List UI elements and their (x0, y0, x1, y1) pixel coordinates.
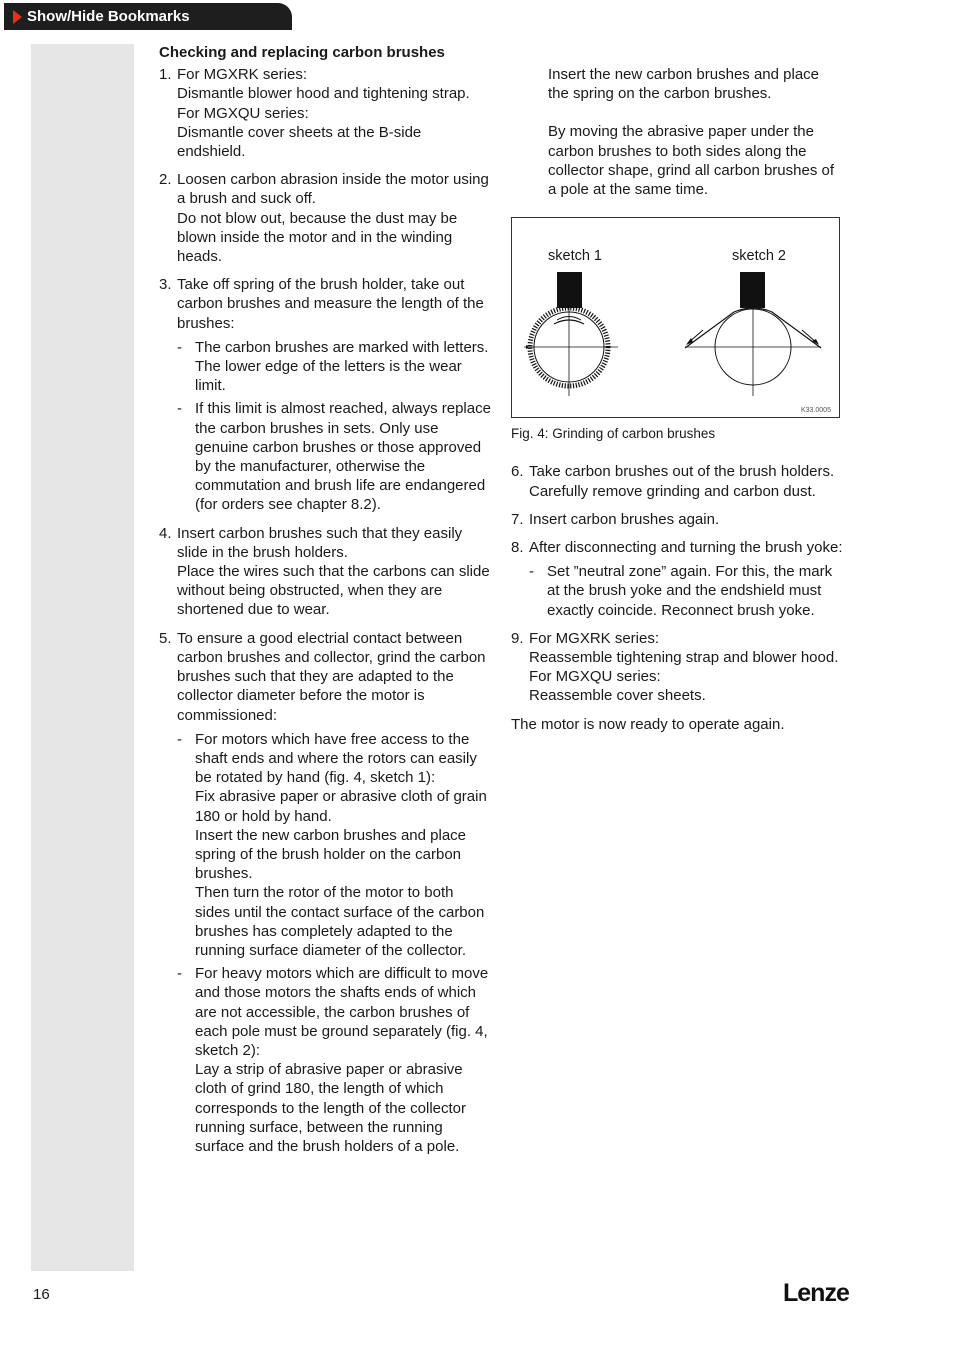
intro-paragraph: Insert the new carbon brushes and place the spring on the carbon brushes. (548, 66, 820, 103)
list-item-text: Take carbon brushes out of the brush holders. Carefully remove grinding and carbon dust. (529, 463, 835, 500)
list-item-text: Loosen carbon abrasion inside the motor using a brush and suck off. (177, 171, 489, 208)
sub-list-item-text: The carbon brushes are marked with letters. The lower edge of the letters is the wear limit. (195, 338, 489, 395)
list-item-number: 2. (159, 171, 172, 189)
list-item-text: Insert carbon brushes again. (529, 510, 720, 528)
list-item (511, 462, 843, 500)
sub-list-item-text: For motors which have free access to the shaft ends and where the rotors can easily be rotated by hand (fig. 4, sketch 1): (195, 730, 477, 787)
list-item-text: Place the wires such that the carbons can slide without being obstructed, when they are shortened due to wear. (177, 563, 490, 619)
bookmark-arrow-icon (13, 10, 22, 24)
list-item-text: For MGXQU series: (177, 104, 309, 122)
figure-grinding (511, 217, 840, 418)
list-item (511, 510, 843, 529)
sub-list-item-text: For heavy motors which are difficult to move and those motors the shafts ends of which are not accessible, the carbon brushes of each pole must be ground separately (fig. 4, sketch 2): (195, 965, 489, 1059)
intro-paragraph: By moving the abrasive paper under the carbon brushes to both sides along the collector shape, grind all carbon brushes of a pole at the same time. (548, 123, 834, 199)
list-item (511, 538, 843, 620)
list-item-number: 3. (159, 276, 172, 294)
sub-list-item-text: Insert the new carbon brushes and place spring of the brush holder on the carbon brushes. (195, 826, 467, 883)
list-item-text: To ensure a good electrial contact between carbon brushes and collector, grind the carbon brushes such that they are adapted to the collector diameter before the motor is commissioned: (177, 629, 486, 724)
list-item-number: 7. (511, 510, 524, 528)
closing-text: The motor is now ready to operate again. (511, 715, 785, 733)
list-item-text: For MGXRK series: (177, 66, 308, 84)
sketch1-label: sketch 1 (548, 248, 602, 265)
section-title: Checking and replacing carbon brushes (159, 44, 445, 61)
right-steps-list (511, 462, 843, 705)
dash-marker: - (177, 400, 182, 418)
list-item (159, 524, 491, 620)
list-item-text: After disconnecting and turning the brush yoke: (529, 539, 843, 557)
list-item-text: For MGXQU series: (529, 668, 661, 686)
sub-list-item (177, 338, 491, 396)
dash-marker: - (177, 730, 182, 748)
sketch-diagram (512, 218, 841, 419)
right-column (511, 65, 843, 734)
list-item (511, 629, 843, 706)
sub-list-item (177, 399, 491, 514)
list-item-text: Dismantle cover sheets at the B-side endshield. (177, 123, 422, 161)
sub-list-item-text: Lay a strip of abrasive paper or abrasive cloth of grind 180, the length of which corresponds to the length of the collector running surface, between the running surface and the brush holders of a pole. (195, 1061, 466, 1155)
list-item (159, 170, 491, 266)
list-item (159, 65, 491, 161)
list-item-text: For MGXRK series: (529, 629, 660, 647)
dash-marker: - (177, 338, 182, 356)
list-item-text: Insert carbon brushes such that they easily slide in the brush holders. (177, 524, 463, 561)
list-item-text: Dismantle blower hood and tightening strap. (177, 85, 470, 103)
list-item-text: Reassemble cover sheets. (529, 687, 706, 705)
right-intro (511, 65, 843, 199)
list-item-number: 6. (511, 463, 524, 481)
sub-list-item-text: If this limit is almost reached, always replace the carbon brushes in sets. Only use genuine carbon brushes or those approved by the manufacturer, otherwise the commutation and brush life are endangered (for orders see chapter 8.2). (195, 400, 491, 514)
list-item-text: Reassemble tightening strap and blower hood. (529, 649, 839, 667)
figure-code: K33.0005 (801, 407, 831, 415)
lenze-logo: Lenze (783, 1279, 849, 1307)
list-item-number: 8. (511, 539, 524, 557)
page-number: 16 (33, 1286, 50, 1303)
side-margin-bar (31, 44, 134, 1271)
list-item-number: 9. (511, 629, 524, 647)
sketch2-drawing (685, 272, 821, 396)
sketch1-drawing (524, 272, 618, 396)
list-item (159, 275, 491, 514)
sub-list-item (177, 730, 491, 960)
sub-list-item-text: Fix abrasive paper or abrasive cloth of grain 180 or hold by hand. (195, 788, 487, 825)
list-item (159, 629, 491, 1156)
left-column (159, 43, 491, 1165)
sub-list-item-text: Set ”neutral zone” again. For this, the mark at the brush yoke and the endshield must exactly coincide. Reconnect brush yoke. (547, 563, 833, 619)
bookmarks-label: Show/Hide Bookmarks (27, 8, 190, 25)
sub-list-item (529, 562, 843, 620)
left-steps-list (159, 65, 491, 1156)
list-item-number: 4. (159, 524, 172, 542)
list-item-text: Take off spring of the brush holder, take out carbon brushes and measure the length of the brushes: (177, 276, 484, 332)
dash-marker: - (529, 563, 534, 581)
list-item-number: 5. (159, 629, 172, 647)
list-item-number: 1. (159, 66, 172, 84)
show-hide-bookmarks-button[interactable] (4, 3, 292, 30)
sketch2-label: sketch 2 (732, 248, 786, 265)
figure-caption: Fig. 4: Grinding of carbon brushes (511, 426, 716, 442)
sub-list-item (177, 964, 491, 1156)
dash-marker: - (177, 965, 182, 983)
list-item-text: Do not blow out, because the dust may be blown inside the motor and in the winding heads. (177, 209, 458, 266)
sub-list-item-text: Then turn the rotor of the motor to both sides until the contact surface of the carbon brushes has completely adapted to the running surface diameter of the collector. (195, 884, 485, 959)
